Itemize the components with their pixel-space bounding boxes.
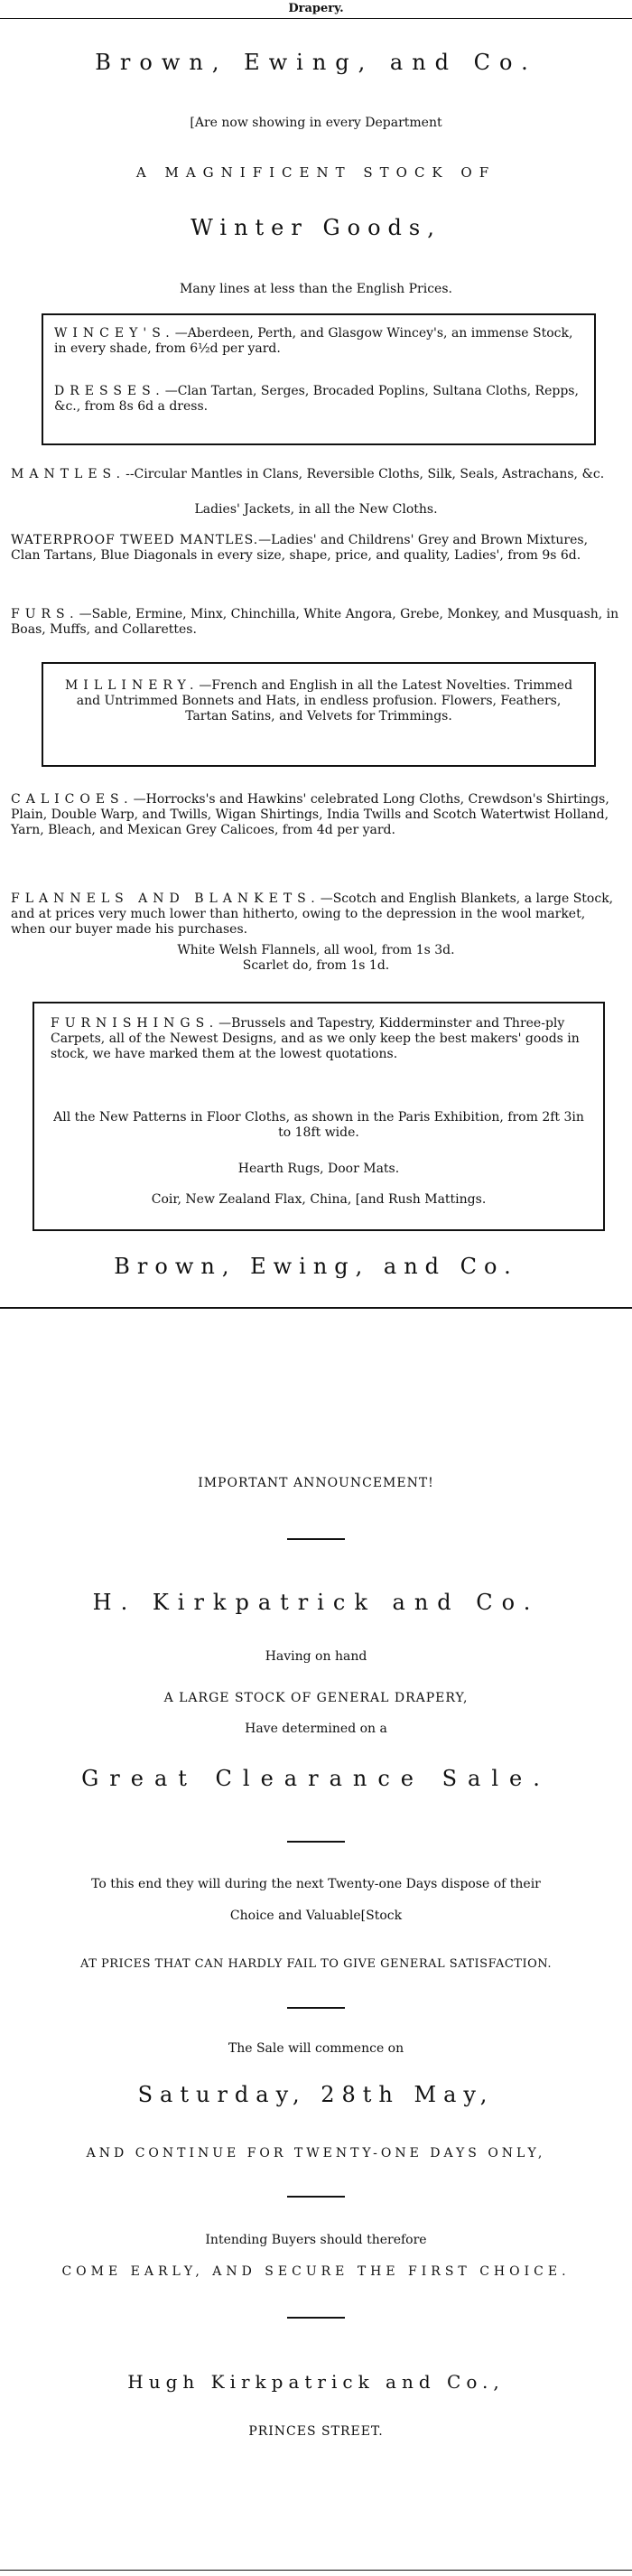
flannels-extra-1: White Welsh Flannels, all wool, from 1s 3d. <box>177 943 455 957</box>
stock-text: A LARGE STOCK OF GENERAL DRAPERY, <box>163 1691 469 1705</box>
ad-divider <box>0 1307 632 1309</box>
street-text: PRINCES STREET. <box>248 2424 384 2439</box>
millinery-entry: MILLINERY.—French and English in all the Latest Novelties. Trimmed and Untrimmed Bonnets and Hats, in endless profusion. Flowers, Feathers, Tartan Satins, and Velvets for Trimmings. <box>64 678 573 723</box>
flannels-extra-2: Scarlet do, from 1s 1d. <box>242 958 390 973</box>
waterproof-entry: WATERPROOF TWEED MANTLES.—Ladies' and Childrens' Grey and Brown Mixtures, Clan Tartans, Blue Diagonals in every size, shape, price, and quality, Ladies', from 9s 6d. <box>11 533 589 563</box>
prices-text: AT PRICES THAT CAN HARDLY FAIL TO GIVE GENERAL SATISFACTION. <box>80 1957 552 1971</box>
wincey-dresses-box <box>42 313 596 445</box>
come-early-text: COME EARLY, AND SECURE THE FIRST CHOICE. <box>61 2264 571 2279</box>
calicoes-entry: CALICOES.—Horrocks's and Hawkins' celebrated Long Cloths, Crewdson's Shirtings, Plain, Double Warp, and Twills, Wigan Shirtings, India Twills and Scotch Watertwist Holland, Yarn, Bleach, and Mexican Grey Calicoes, from 4d per yard. <box>11 792 609 837</box>
hugh-kirkpatrick-signature: Hugh Kirkpatrick and Co., <box>127 2371 505 2393</box>
furnishings-entry: FURNISHINGS.—Brussels and Tapestry, Kidderminster and Three-ply Carpets, all of the Newest Designs, and as we only keep the best makers' goods in stock, we have marked them at the lowest quotations. <box>51 1016 580 1061</box>
mattings-text: Coir, New Zealand Flax, China, [and Rush Mattings. <box>151 1192 487 1207</box>
kirkpatrick-title: H. Kirkpatrick and Co. <box>92 1590 540 1615</box>
determined-text: Have determined on a <box>245 1722 387 1736</box>
short-rule-5 <box>287 2317 345 2319</box>
mantles-entry: MANTLES.--Circular Mantles in Clans, Reversible Cloths, Silk, Seals, Astrachans, &c. <box>11 467 605 481</box>
short-rule-3 <box>287 2007 345 2009</box>
winter-goods-title: Winter Goods, <box>191 215 441 240</box>
brown-ewing-title: Brown, Ewing, and Co. <box>95 50 537 75</box>
short-rule-1 <box>287 1538 345 1540</box>
clearance-sale-title: Great Clearance Sale. <box>81 1766 551 1791</box>
intro-text: [Are now showing in every Department <box>190 116 442 130</box>
intending-text: Intending Buyers should therefore <box>205 2233 427 2247</box>
dresses-entry: DRESSES.—Clan Tartan, Serges, Brocaded Poplins, Sultana Cloths, Repps, &c., from 8s 6d a dress. <box>54 384 579 414</box>
flannels-entry: FLANNELS AND BLANKETS.—Scotch and English Blankets, a large Stock, and at prices very much lower than hitherto, owing to the depression in the wool market, when our buyer made his purchases. <box>11 891 614 937</box>
furs-entry: FURS.—Sable, Ermine, Minx, Chinchilla, White Angora, Grebe, Monkey, and Musquash, in Boas, Muffs, and Collarettes. <box>11 607 619 637</box>
wincey-entry: WINCEY'S.—Aberdeen, Perth, and Glasgow Wincey's, an immense Stock, in every shade, from 6½d per yard. <box>54 326 573 356</box>
announcement-text: IMPORTANT ANNOUNCEMENT! <box>198 1476 434 1490</box>
having-text: Having on hand <box>265 1649 367 1664</box>
choice-text: Choice and Valuable[Stock <box>229 1909 403 1923</box>
short-rule-2 <box>287 1841 345 1843</box>
headline: A MAGNIFICENT STOCK OF <box>135 164 497 181</box>
section-header: Drapery. <box>0 0 632 19</box>
dispose-text: To this end they will during the next Twenty-one Days dispose of their <box>91 1877 541 1891</box>
sale-date: Saturday, 28th May, <box>137 2082 495 2107</box>
english-prices-note: Many lines at less than the English Prices. <box>180 282 452 296</box>
bottom-rule <box>0 2570 632 2571</box>
rugs-text: Hearth Rugs, Door Mats. <box>237 1162 400 1176</box>
furnishings-box <box>33 1002 605 1231</box>
millinery-box <box>42 662 596 767</box>
floorcloths-text: All the New Patterns in Floor Cloths, as shown in the Paris Exhibition, from 2ft 3in to 18ft wide. <box>53 1110 584 1140</box>
short-rule-4 <box>287 2196 345 2198</box>
brown-ewing-footer: Brown, Ewing, and Co. <box>114 1254 518 1279</box>
continue-text: AND CONTINUE FOR TWENTY-ONE DAYS ONLY, <box>86 2146 546 2161</box>
commence-text: The Sale will commence on <box>228 2041 404 2056</box>
mantles-extra: Ladies' Jackets, in all the New Cloths. <box>194 502 438 517</box>
